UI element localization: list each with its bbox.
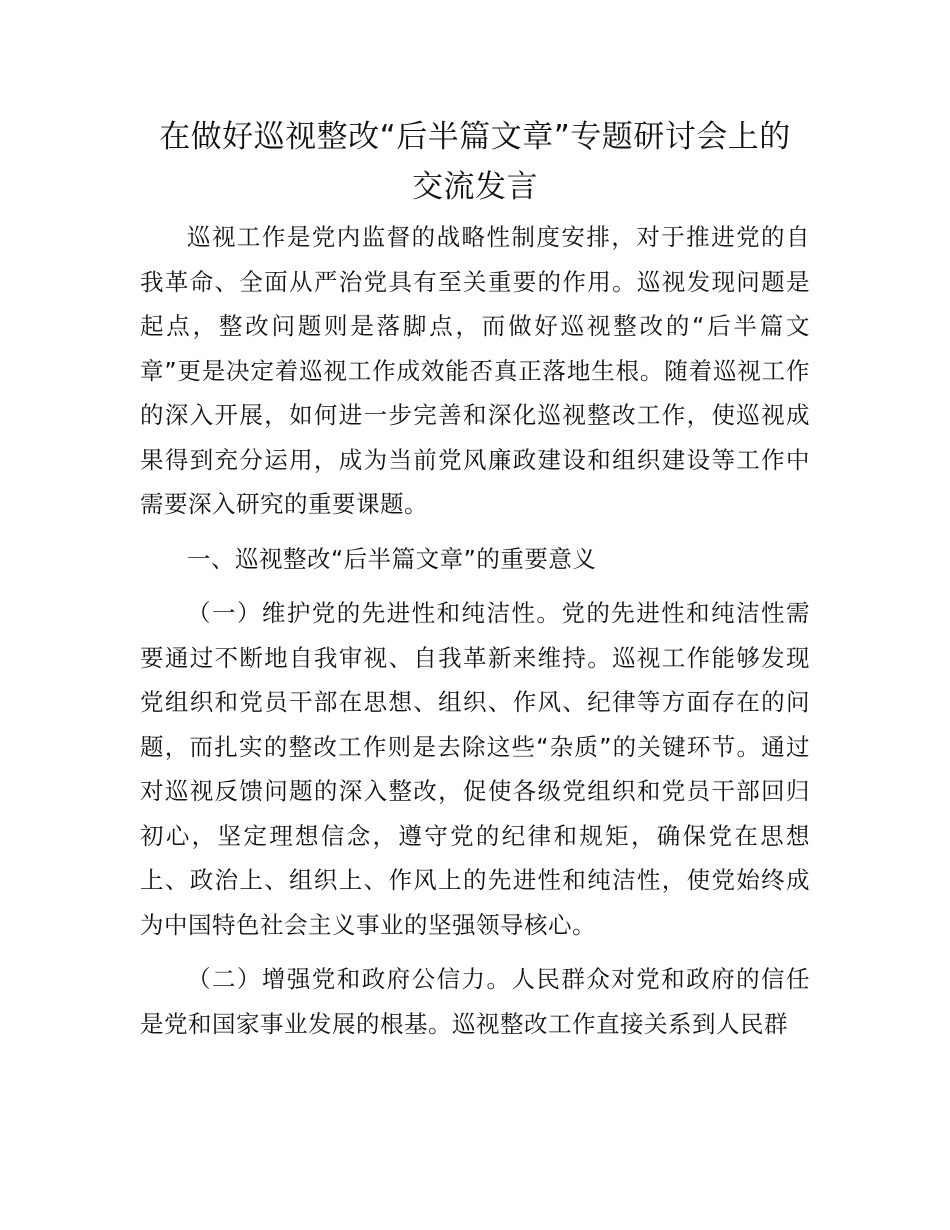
- body-paragraph: （一）维护党的先进性和纯洁性。党的先进性和纯洁性需要通过不断地自我审视、自我革新来维持。巡视工作能够发现党组织和党员干部在思想、组织、作风、纪律等方面存在的问题，而扎实的整改工作则是去除这些“杂质”的关键环节。通过对巡视反馈问题的深入整改，促使各级党组织和党员干部回归初心，坚定理想信念，遵守党的纪律和规矩，确保党在思想上、政治上、组织上、作风上的先进性和纯洁性，使党始终成为中国特色社会主义事业的坚强领导核心。: [140, 599, 810, 939]
- title-line-1: 在做好巡视整改“后半篇文章”专题研讨会上的: [159, 119, 791, 155]
- intro-paragraph: 巡视工作是党内监督的战略性制度安排，对于推进党的自我革命、全面从严治党具有至关重要的作用。巡视发现问题是起点，整改问题则是落脚点，而做好巡视整改的“后半篇文章”更是决定着巡视工作成效能否真正落地生根。随着巡视工作的深入开展，如何进一步完善和深化巡视整改工作，使巡视成果得到充分运用，成为当前党风廉政建设和组织建设等工作中需要深入研究的重要课题。: [140, 223, 810, 518]
- title-line-2: 交流发言: [412, 169, 538, 205]
- section-heading: 一、巡视整改“后半篇文章”的重要意义: [187, 544, 597, 573]
- document-title: [140, 112, 810, 212]
- document-body: [140, 215, 810, 1056]
- body-paragraph: （二）增强党和政府公信力。人民群众对党和政府的信任是党和国家事业发展的根基。巡视整改工作直接关系到人民群: [140, 965, 810, 1038]
